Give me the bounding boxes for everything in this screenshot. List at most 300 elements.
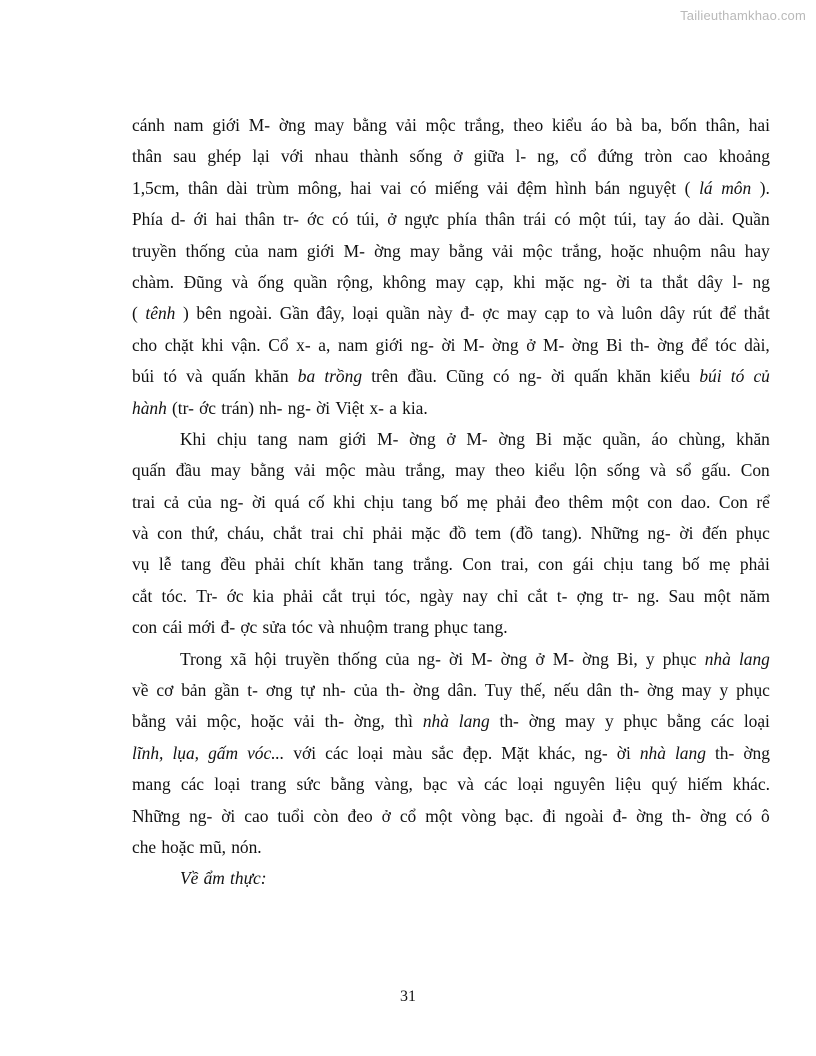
text-word: Mặt — [501, 742, 530, 763]
text-word: cả — [163, 491, 180, 512]
text-word: ng- — [417, 648, 441, 669]
text-word: loại — [517, 774, 544, 795]
text-word: ống — [257, 271, 284, 292]
text-word: ờng — [647, 680, 674, 701]
text-word: hai — [350, 177, 372, 198]
text-word: a, — [318, 334, 331, 355]
text-line — [132, 267, 770, 298]
text-word: hai — [748, 115, 770, 135]
text-word: áo — [673, 209, 691, 230]
text-word: thân — [244, 209, 275, 230]
text-word: và — [597, 303, 614, 324]
text-word: tang — [402, 491, 433, 512]
text-word: rể — [756, 491, 770, 512]
text-word: cánh — [132, 115, 165, 135]
text-word: phải — [739, 554, 770, 575]
text-word: phía — [447, 209, 478, 230]
text-word: này — [427, 303, 453, 324]
text-word: bằng — [449, 240, 483, 261]
text-line — [132, 738, 770, 769]
text-word: M- — [343, 240, 365, 261]
text-word: thêm — [568, 491, 604, 512]
text-word: thắt — [662, 271, 689, 292]
text-word: còn — [313, 805, 339, 826]
text-word: các — [484, 774, 508, 795]
text-word: Bi — [606, 334, 623, 355]
text-word: sau — [173, 146, 197, 167]
text-word: nguyệt — [628, 177, 677, 198]
text-word: ời — [679, 523, 694, 544]
text-word: ). — [759, 177, 770, 198]
text-word: (đồ — [509, 523, 534, 544]
text-word: cái — [162, 617, 183, 638]
text-word: th- — [671, 805, 692, 826]
text-word: may — [681, 680, 712, 701]
text-word: thân — [187, 177, 218, 198]
text-word: dân — [586, 680, 612, 701]
text-word: khác. — [732, 774, 770, 795]
text-word: chít — [294, 554, 321, 575]
text-line — [132, 518, 770, 549]
text-word: vận. — [231, 334, 261, 355]
text-word: vải — [492, 240, 514, 261]
text-word: d- — [170, 209, 186, 230]
text-word: rộng, — [336, 271, 374, 292]
text-word: ời — [441, 334, 456, 355]
text-word: dây — [660, 303, 686, 324]
text-word: ở — [387, 209, 397, 230]
text-word: nhuộm — [652, 240, 702, 261]
text-word: lại — [252, 146, 270, 167]
text-word: đeo — [534, 491, 560, 512]
text-word: bố — [682, 554, 700, 575]
text-word: ở — [446, 428, 456, 449]
text-word: ở — [453, 146, 463, 167]
text-word: thân — [485, 209, 516, 230]
text-word: th- — [499, 711, 519, 732]
text-word: củ — [753, 366, 770, 387]
text-line — [132, 393, 770, 424]
text-word: mũ, — [199, 836, 226, 857]
text-word: của — [353, 680, 378, 701]
text-word: lang — [738, 648, 770, 669]
text-word: con — [647, 491, 673, 512]
text-word: khi — [201, 334, 224, 355]
text-word: để — [719, 303, 737, 324]
text-word: ta — [639, 271, 653, 292]
text-word: ờng — [571, 334, 599, 355]
text-word: khi — [333, 491, 356, 512]
text-word: phải — [372, 523, 403, 544]
text-word: hai — [215, 209, 237, 230]
text-word: hội — [254, 648, 277, 669]
text-word: Đũng — [183, 271, 223, 292]
text-word: nếu — [553, 680, 579, 701]
text-word: chỉ — [342, 523, 364, 544]
text-word: vóc... — [247, 742, 285, 763]
text-word: nam — [173, 115, 204, 135]
text-word: loại — [743, 711, 770, 732]
text-word: có — [492, 366, 510, 387]
text-word: khác, — [538, 742, 576, 763]
text-word: nay — [462, 585, 488, 606]
text-word: của — [234, 240, 259, 261]
text-word: của — [385, 648, 410, 669]
text-word: cháu, — [227, 523, 265, 544]
text-word: cho — [132, 334, 158, 355]
text-word: giới — [338, 428, 367, 449]
text-word: đi — [542, 805, 557, 826]
text-word: M- — [471, 648, 493, 669]
text-line — [132, 549, 770, 580]
text-word: gái — [572, 554, 594, 575]
text-word: kia. — [402, 397, 428, 418]
text-line — [132, 110, 770, 141]
text-word: ng. — [637, 585, 660, 606]
text-line — [132, 330, 770, 361]
text-word: vải — [294, 460, 316, 481]
text-line — [132, 361, 770, 392]
text-word: bằng — [667, 711, 701, 732]
text-word: trai — [310, 523, 334, 544]
text-word: ( — [132, 303, 138, 324]
text-word: Cổ — [268, 334, 289, 355]
text-word: quý — [651, 774, 678, 795]
text-word: có — [331, 209, 349, 230]
text-word: trán) — [221, 397, 255, 418]
text-word: hành — [132, 397, 167, 418]
text-word: ngày — [419, 585, 454, 606]
text-word: vải — [175, 711, 197, 732]
text-word: phục — [736, 680, 770, 701]
text-line — [132, 204, 770, 235]
text-word: ở — [381, 805, 391, 826]
text-word: đầu. — [407, 366, 437, 387]
text-word: may — [409, 240, 440, 261]
text-word: ng- — [584, 742, 608, 763]
text-word: ( — [684, 177, 691, 198]
text-word: nh- — [259, 397, 283, 418]
text-word: tó — [730, 366, 745, 387]
text-word: mặc — [411, 523, 441, 544]
text-word: khăn — [736, 428, 770, 449]
text-word: cổ — [399, 805, 417, 826]
text-word: mẹ — [466, 491, 488, 512]
text-line — [132, 424, 770, 455]
text-word: khăn — [617, 366, 651, 387]
text-word: thế, — [520, 680, 546, 701]
text-word: thân — [132, 146, 162, 167]
text-word: bạc — [423, 774, 448, 795]
text-word: con — [132, 617, 158, 638]
text-word: tóc — [291, 617, 313, 638]
text-word: (tr- — [172, 397, 194, 418]
text-line — [132, 675, 770, 706]
text-word: trắng, — [405, 460, 446, 481]
text-word: ờng — [409, 428, 436, 449]
text-word: màu — [392, 742, 423, 763]
text-word: lang — [674, 742, 706, 763]
text-word: Sau — [668, 585, 695, 606]
text-word: đầu — [175, 460, 201, 481]
text-word: kiểu — [534, 460, 565, 481]
text-word: lụa, — [172, 742, 200, 763]
text-word: thành — [359, 146, 399, 167]
text-word: M- — [552, 648, 575, 669]
text-word: vải — [395, 115, 417, 135]
text-word: th- — [324, 711, 344, 732]
text-word: gấm — [208, 742, 239, 763]
text-word: ng- — [189, 805, 213, 826]
text-word: tang). — [541, 523, 582, 544]
text-word: thống — [185, 240, 226, 261]
text-word: trên — [371, 366, 399, 387]
text-word: ời — [616, 742, 631, 763]
text-word: có — [735, 805, 753, 826]
text-word: ợc — [240, 617, 258, 638]
text-word: nhà — [639, 742, 666, 763]
text-word: búi — [699, 366, 722, 387]
text-word: áo — [590, 115, 608, 135]
text-word: giới — [306, 240, 335, 261]
text-word: chắt — [272, 523, 302, 544]
text-word: bố — [440, 491, 459, 512]
text-word: không — [382, 271, 427, 292]
text-line — [132, 173, 770, 204]
text-word: chịu — [603, 554, 634, 575]
text-word: tênh — [145, 303, 176, 324]
text-word: trang — [393, 617, 429, 638]
text-line — [132, 644, 770, 675]
text-word: thứ, — [191, 523, 219, 544]
text-word: gấu. — [701, 460, 731, 481]
text-word: thắt — [743, 303, 770, 324]
text-word: may — [314, 115, 345, 135]
text-word: cạp — [544, 303, 569, 324]
text-word: trắng, — [464, 115, 505, 135]
text-word: và — [186, 366, 203, 387]
text-word: nam — [298, 428, 329, 449]
text-word: tr- — [612, 585, 629, 606]
text-word: tang — [642, 554, 673, 575]
text-line — [132, 863, 770, 894]
text-word: Khi — [180, 428, 207, 449]
text-word: ời — [550, 366, 565, 387]
text-word: sắc — [431, 742, 454, 763]
text-word: M- — [377, 428, 399, 449]
text-word: ba, — [641, 115, 662, 135]
text-word: trùm — [256, 177, 290, 198]
text-word: truyền — [132, 240, 177, 261]
text-line — [132, 769, 770, 800]
text-word: y — [604, 711, 614, 732]
text-word: bằng — [132, 711, 166, 732]
text-word: màu — [365, 460, 396, 481]
text-word: Con — [740, 460, 770, 481]
text-word: quấn — [211, 366, 246, 387]
text-word: và — [649, 460, 667, 481]
text-word: đ- — [612, 805, 628, 826]
text-word: cao — [244, 805, 269, 826]
text-word: l- — [515, 146, 527, 167]
text-word: phải — [283, 585, 314, 606]
text-word: loại — [357, 742, 384, 763]
text-word: Những — [590, 523, 639, 544]
text-word: khi — [513, 271, 536, 292]
text-word: ng- — [220, 491, 244, 512]
text-word: kia — [252, 585, 274, 606]
text-line — [132, 141, 770, 172]
text-word: tóc — [715, 334, 737, 355]
text-line — [132, 706, 770, 737]
text-word: che — [132, 836, 157, 857]
text-word: tóc. — [161, 585, 188, 606]
text-word: thực: — [230, 868, 267, 889]
text-word: xã — [230, 648, 247, 669]
text-word: ng — [752, 271, 770, 292]
text-word: Việt — [335, 397, 365, 418]
text-word: ờng — [278, 115, 306, 135]
text-word: hoặc — [161, 836, 195, 857]
text-word: nón. — [231, 836, 262, 857]
text-word: ờng — [491, 334, 519, 355]
text-word: và — [231, 271, 249, 292]
text-word: cố — [308, 491, 325, 512]
text-word: ở — [526, 334, 536, 355]
text-word: vải — [487, 177, 509, 198]
text-word: và — [457, 774, 474, 795]
text-word: may — [455, 460, 486, 481]
text-word: Trong — [180, 648, 222, 669]
text-word: tr- — [282, 209, 299, 230]
text-word: con — [157, 523, 183, 544]
text-line — [132, 236, 770, 267]
text-word: nam — [337, 334, 368, 355]
text-word: phục — [623, 711, 658, 732]
text-word: cắt — [527, 585, 548, 606]
text-line — [132, 487, 770, 518]
text-word: M- — [466, 428, 488, 449]
text-word: Cũng — [446, 366, 484, 387]
text-word: tự — [300, 680, 315, 701]
text-word: đứng — [597, 146, 634, 167]
text-word: bán — [595, 177, 621, 198]
text-word: mộc — [522, 240, 553, 261]
text-word: với — [293, 742, 317, 763]
text-word: ng- — [583, 271, 607, 292]
text-word: dây — [697, 271, 723, 292]
text-word: và — [132, 523, 149, 544]
text-word: quần — [293, 271, 328, 292]
text-word: bà — [615, 115, 633, 135]
text-word: tròn — [644, 146, 673, 167]
text-word: vòng — [461, 805, 497, 826]
text-word: bằng — [352, 115, 387, 135]
text-word: ớc — [226, 585, 244, 606]
text-word: Những — [132, 805, 181, 826]
text-word: th- — [619, 680, 640, 701]
text-word: ời — [251, 491, 266, 512]
text-word: trắng. — [412, 554, 453, 575]
text-word: áo — [651, 428, 668, 449]
text-word: thân, — [705, 115, 740, 135]
text-word: Bi, — [616, 648, 638, 669]
text-word: đồ — [448, 523, 467, 544]
text-word: đeo — [347, 805, 373, 826]
text-word: ngoài. — [229, 303, 273, 324]
text-word: bằng — [250, 460, 285, 481]
text-word: nhuộm — [339, 617, 389, 638]
text-word: ới — [193, 209, 208, 230]
text-word: cắt — [132, 585, 153, 606]
text-word: x- — [369, 397, 384, 418]
text-word: cạp, — [475, 271, 504, 292]
text-word: ờng — [636, 805, 663, 826]
text-word: có — [554, 209, 571, 230]
text-word: ng- — [518, 366, 542, 387]
text-word: ẩm — [203, 868, 225, 889]
text-word: ờng — [700, 805, 727, 826]
text-word: l- — [732, 271, 743, 292]
text-word: gần — [214, 680, 240, 701]
text-word: mẹ — [709, 554, 731, 575]
text-word: bản — [181, 680, 207, 701]
text-word: mộc — [325, 460, 356, 481]
text-word: tay — [644, 209, 666, 230]
text-word: ời — [449, 648, 464, 669]
text-word: con — [537, 554, 564, 575]
text-word: trái — [523, 209, 547, 230]
text-word: ng- — [410, 334, 434, 355]
text-word: khăn — [254, 366, 289, 387]
text-word: may — [435, 271, 466, 292]
text-line — [132, 581, 770, 612]
text-word: ờng — [498, 428, 525, 449]
text-word: hoặc — [250, 711, 284, 732]
text-word: lá — [699, 177, 713, 198]
text-word: nhà — [704, 648, 731, 669]
text-word: nam — [267, 240, 298, 261]
text-word: đ- — [460, 303, 475, 324]
text-word: hình — [555, 177, 587, 198]
text-word: nâu — [710, 240, 736, 261]
text-word: quấn — [132, 460, 166, 481]
text-word: đều — [220, 554, 246, 575]
text-word: chịu — [363, 491, 394, 512]
text-word: năm — [739, 585, 770, 606]
text-word: Phía — [132, 209, 163, 230]
text-word: trang — [250, 774, 287, 795]
text-word: ờng — [528, 711, 556, 732]
text-word: của — [187, 491, 212, 512]
text-word: ời — [616, 271, 631, 292]
text-word: sống — [409, 146, 443, 167]
text-word: cổ — [570, 146, 587, 167]
text-word: ợc — [482, 303, 500, 324]
text-word: phải — [496, 491, 527, 512]
text-word: kiểu — [660, 366, 691, 387]
text-word: quần — [386, 303, 420, 324]
text-word: truyền — [285, 648, 330, 669]
text-word: loại — [352, 303, 379, 324]
text-word: cơ — [156, 680, 174, 701]
text-word: trai — [132, 491, 156, 512]
text-word: may — [565, 711, 596, 732]
text-word: mang — [132, 774, 171, 795]
text-word: rút — [692, 303, 713, 324]
text-word: búi — [132, 366, 155, 387]
text-word: một — [578, 209, 606, 230]
